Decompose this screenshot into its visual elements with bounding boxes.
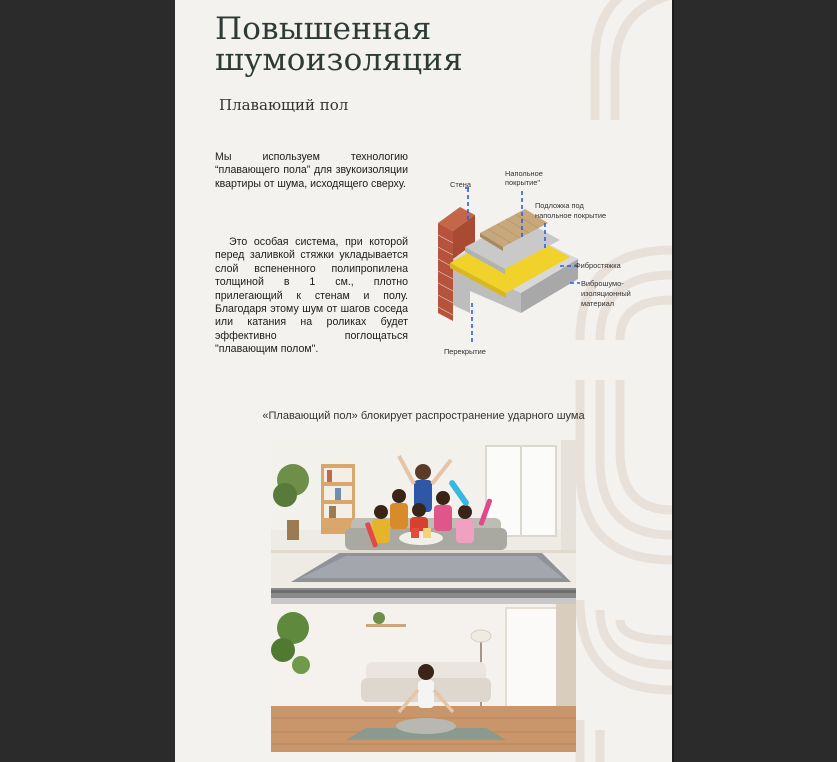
- page-edge: [672, 0, 674, 762]
- apartments-illustration: [271, 440, 576, 752]
- label-underlay-2: напольное покрытие: [535, 211, 607, 220]
- label-screed: Фиброcтяжка: [575, 261, 621, 270]
- label-vibro-2: изоляционный: [581, 289, 631, 298]
- section-subtitle: Плавающий пол: [219, 96, 349, 114]
- label-vibro-3: материал: [581, 299, 615, 308]
- document-page: [175, 0, 672, 762]
- label-underlay: Подложка под: [535, 201, 584, 210]
- illustration-caption: «Плавающий пол» блокирует распространение ударного шума: [262, 410, 585, 422]
- label-wall: Стена: [450, 180, 471, 189]
- floating-floor-diagram: [430, 163, 655, 363]
- intro-paragraph: Мы используем технологию “плавающего пола” для звукоизоляции квартиры от шума, исходящего сверху.: [215, 151, 408, 190]
- upper-apartment-scene: [271, 440, 576, 588]
- label-floor-covering-2: покрытие": [505, 178, 541, 187]
- page-title: Повышенная шумоизоляция: [215, 11, 463, 78]
- label-vibro-1: Виброшумо-: [581, 279, 624, 288]
- label-slab: Перекрытие: [444, 347, 486, 356]
- lower-apartment-scene: [271, 604, 576, 752]
- description-paragraph: Это особая система, при которой перед заливкой стяжки укладывается слой вспененного полипропилена толщиной в 1 см., плотно прилегающий к стенам и полу. Благодаря этому шум от шагов соседа или катания на роликах будет эффективно поглощаться "плавающим полом".: [215, 236, 408, 356]
- label-floor-covering: Напольное: [505, 169, 543, 178]
